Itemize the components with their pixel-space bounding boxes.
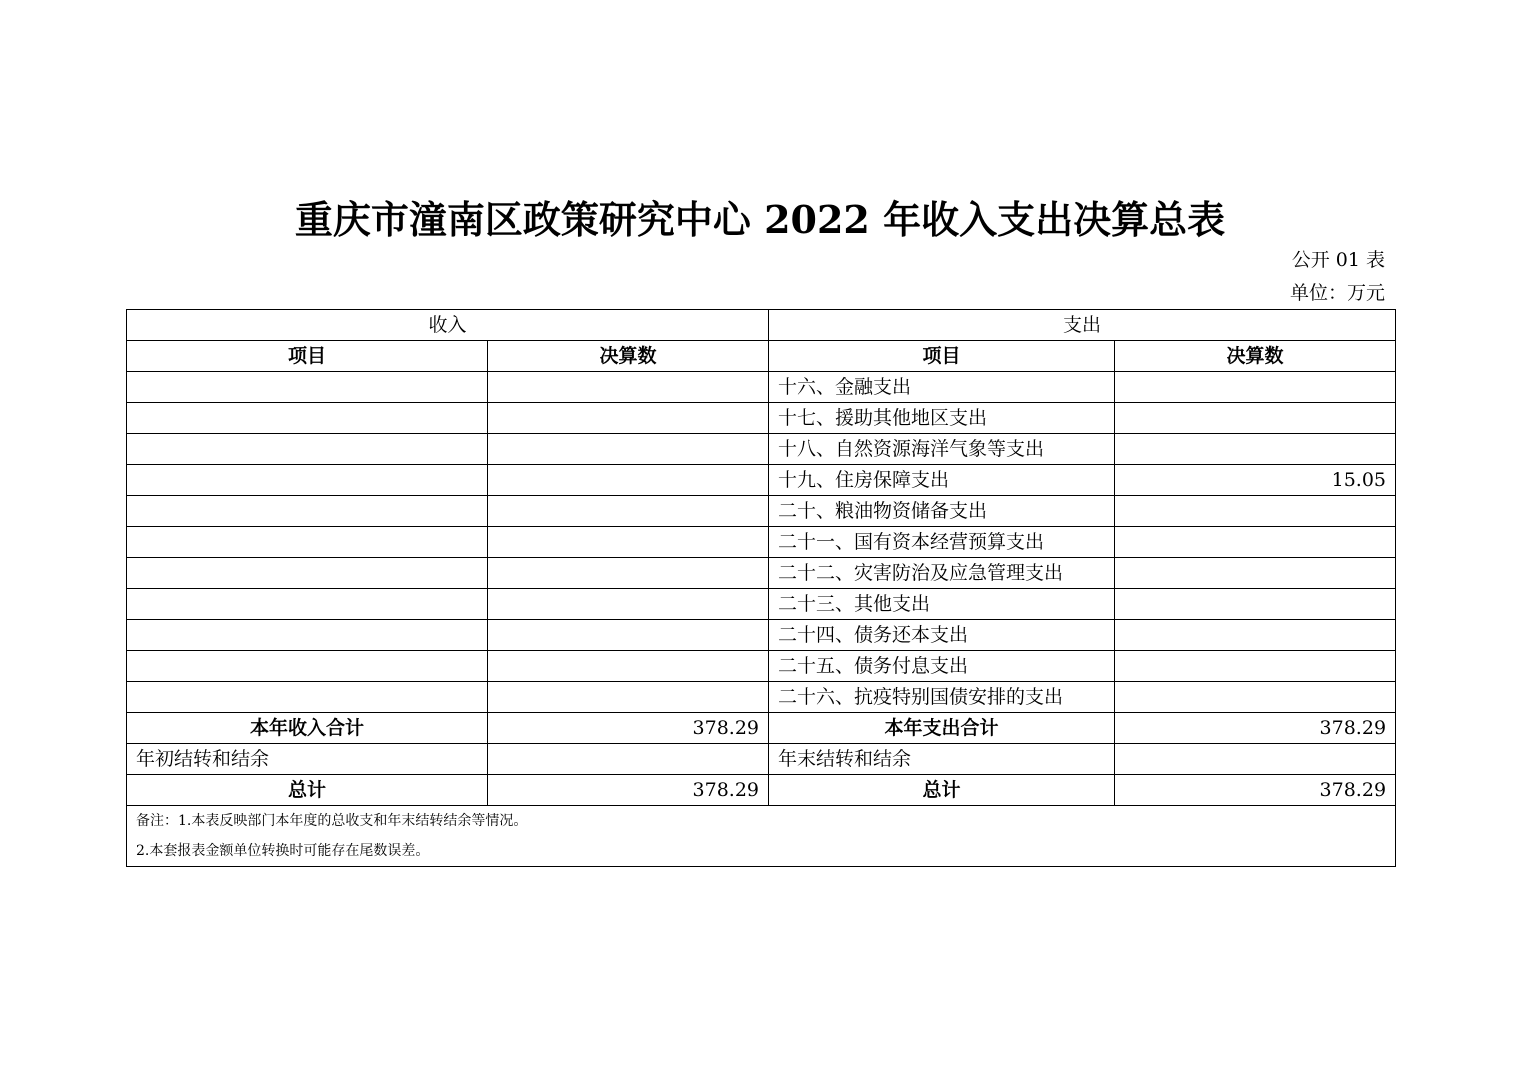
expense-grand-total-value: 378.29 — [1115, 775, 1396, 806]
income-amount-cell — [488, 589, 769, 620]
income-amount-cell — [488, 465, 769, 496]
expense-item-cell: 十七、援助其他地区支出 — [769, 403, 1115, 434]
table-row — [127, 372, 1396, 403]
table-section-header-row — [127, 310, 1396, 341]
table-row — [127, 558, 1396, 589]
income-amount-cell — [488, 434, 769, 465]
income-amount-cell — [488, 620, 769, 651]
expense-total-label: 本年支出合计 — [769, 713, 1115, 744]
table-row — [127, 465, 1396, 496]
expense-item-cell: 十九、住房保障支出 — [769, 465, 1115, 496]
form-number: 公开 01 表 — [1291, 249, 1385, 271]
income-amount-cell — [488, 682, 769, 713]
income-item-cell — [127, 651, 488, 682]
grand-total-row — [127, 775, 1396, 806]
expense-item-cell: 十六、金融支出 — [769, 372, 1115, 403]
expense-section-header: 支出 — [769, 310, 1396, 341]
table-row — [127, 527, 1396, 558]
income-section-header: 收入 — [127, 310, 769, 341]
expense-item-cell: 二十六、抗疫特别国债安排的支出 — [769, 682, 1115, 713]
expense-carryover-value — [1115, 744, 1396, 775]
note-line-1: 备注：1.本表反映部门本年度的总收支和年末结转结余等情况。 — [136, 813, 528, 829]
income-item-cell — [127, 372, 488, 403]
income-item-cell — [127, 682, 488, 713]
annual-total-row — [127, 713, 1396, 744]
expense-amount-cell: 15.05 — [1115, 465, 1396, 496]
expense-amount-header: 决算数 — [1115, 341, 1396, 372]
table-row — [127, 403, 1396, 434]
expense-amount-cell — [1115, 403, 1396, 434]
table-row — [127, 620, 1396, 651]
expense-amount-cell — [1115, 496, 1396, 527]
income-amount-cell — [488, 527, 769, 558]
expense-item-cell: 二十五、债务付息支出 — [769, 651, 1115, 682]
table-row — [127, 589, 1396, 620]
expense-item-cell: 二十二、灾害防治及应急管理支出 — [769, 558, 1115, 589]
expense-item-cell: 十八、自然资源海洋气象等支出 — [769, 434, 1115, 465]
income-amount-header: 决算数 — [488, 341, 769, 372]
table-column-header-row — [127, 341, 1396, 372]
expense-amount-cell — [1115, 527, 1396, 558]
expense-grand-total-label: 总计 — [769, 775, 1115, 806]
expense-total-value: 378.29 — [1115, 713, 1396, 744]
income-total-label: 本年收入合计 — [127, 713, 488, 744]
income-amount-cell — [488, 651, 769, 682]
income-amount-cell — [488, 372, 769, 403]
expense-amount-cell — [1115, 558, 1396, 589]
income-item-cell — [127, 434, 488, 465]
income-item-cell — [127, 465, 488, 496]
income-amount-cell — [488, 496, 769, 527]
expense-amount-cell — [1115, 434, 1396, 465]
expense-item-cell: 二十三、其他支出 — [769, 589, 1115, 620]
table-row — [127, 682, 1396, 713]
table-row — [127, 651, 1396, 682]
table-row — [127, 496, 1396, 527]
expense-item-header: 项目 — [769, 341, 1115, 372]
expense-amount-cell — [1115, 589, 1396, 620]
expense-amount-cell — [1115, 682, 1396, 713]
notes-row — [127, 806, 1396, 867]
income-item-cell — [127, 558, 488, 589]
expense-item-cell: 二十、粮油物资储备支出 — [769, 496, 1115, 527]
expense-amount-cell — [1115, 620, 1396, 651]
income-grand-total-value: 378.29 — [488, 775, 769, 806]
income-item-cell — [127, 403, 488, 434]
income-total-value: 378.29 — [488, 713, 769, 744]
expense-amount-cell — [1115, 651, 1396, 682]
income-item-header: 项目 — [127, 341, 488, 372]
expense-item-cell: 二十一、国有资本经营预算支出 — [769, 527, 1115, 558]
income-grand-total-label: 总计 — [127, 775, 488, 806]
table-row — [127, 434, 1396, 465]
unit-label: 单位：万元 — [1289, 282, 1385, 304]
income-item-cell — [127, 496, 488, 527]
page-title: 重庆市潼南区政策研究中心 2022 年收入支出决算总表 — [294, 197, 1226, 242]
income-item-cell — [127, 620, 488, 651]
notes-cell — [127, 806, 1396, 867]
income-item-cell — [127, 527, 488, 558]
budget-summary-table — [126, 309, 1396, 867]
expense-carryover-label: 年末结转和结余 — [769, 744, 1115, 775]
income-carryover-value — [488, 744, 769, 775]
income-amount-cell — [488, 558, 769, 589]
carryover-row — [127, 744, 1396, 775]
income-amount-cell — [488, 403, 769, 434]
expense-amount-cell — [1115, 372, 1396, 403]
note-line-2: 2.本套报表金额单位转换时可能存在尾数误差。 — [136, 843, 430, 859]
income-carryover-label: 年初结转和结余 — [127, 744, 488, 775]
income-item-cell — [127, 589, 488, 620]
expense-item-cell: 二十四、债务还本支出 — [769, 620, 1115, 651]
